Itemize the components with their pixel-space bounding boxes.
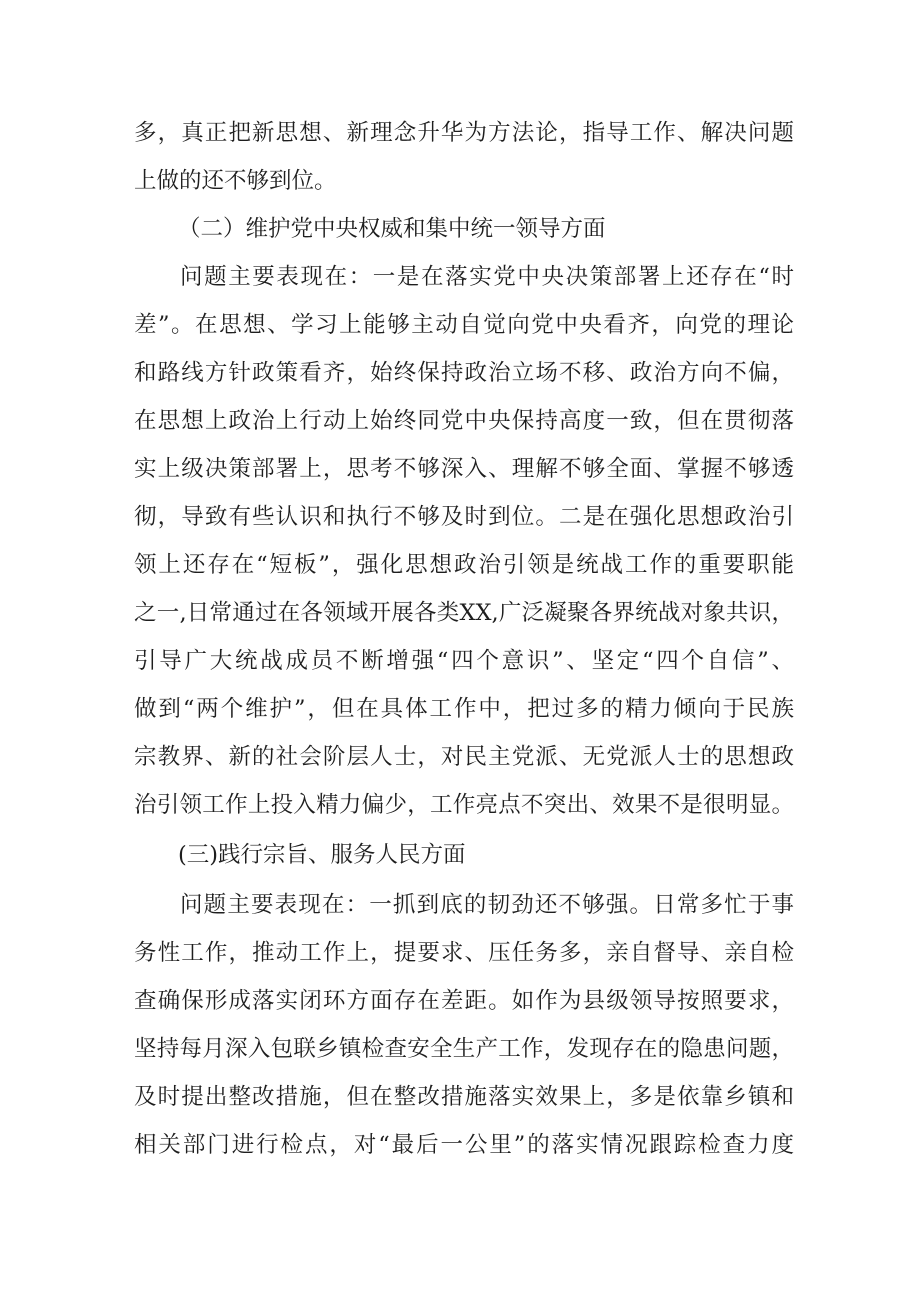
body-text-line: 宗教界、新的社会阶层人士，对民主党派、无党派人士的思想政: [134, 744, 794, 770]
body-text-line: 上做的还不够到位。: [134, 168, 337, 194]
body-text-line: 坚持每月深入包联乡镇检查安全生产工作，发现存在的隐患问题，: [134, 1036, 794, 1062]
body-text-line: 在思想上政治上行动上始终同党中央保持高度一致，但在贯彻落: [134, 408, 794, 434]
body-text-line: 之一,日常通过在各领域开展各类XX,广泛凝聚各界统战对象共识，: [134, 600, 794, 626]
body-text-line: 做到“两个维护”，但在具体工作中，把过多的精力倾向于民族: [134, 696, 794, 722]
body-text-line: 及时提出整改措施，但在整改措施落实效果上，多是依靠乡镇和: [134, 1084, 794, 1110]
body-text-line: 问题主要表现在：一抓到底的韧劲还不够强。日常多忙于事: [180, 892, 794, 918]
body-text-line: 相关部门进行检点，对“最后一公里”的落实情况跟踪检查力度: [134, 1132, 794, 1158]
body-text-line: 和路线方针政策看齐，始终保持政治立场不移、政治方向不偏，: [134, 360, 794, 386]
body-text-line: 实上级决策部署上，思考不够深入、理解不够全面、掌握不够透: [134, 456, 794, 482]
body-text-line: 差”。在思想、学习上能够主动自觉向党中央看齐，向党的理论: [134, 312, 794, 338]
body-text-line: 治引领工作上投入精力偏少，工作亮点不突出、效果不是很明显。: [134, 792, 794, 818]
section-heading: （二）维护党中央权威和集中统一领导方面: [178, 216, 606, 242]
body-text-line: 彻，导致有些认识和执行不够及时到位。二是在强化思想政治引: [134, 504, 794, 530]
body-text-line: 领上还存在“短板”，强化思想政治引领是统战工作的重要职能: [134, 552, 794, 578]
body-text-line: 查确保形成落实闭环方面存在差距。如作为县级领导按照要求，: [134, 988, 794, 1014]
body-text-line: 务性工作，推动工作上，提要求、压任务多，亲自督导、亲自检: [134, 940, 794, 966]
body-text-line: 多，真正把新思想、新理念升华为方法论，指导工作、解决问题: [134, 120, 794, 146]
body-text-line: 引导广大统战成员不断增强“四个意识”、坚定“四个自信”、: [134, 648, 794, 674]
body-text-line: 问题主要表现在：一是在落实党中央决策部署上还存在“时: [180, 264, 794, 290]
section-heading: (三)践行宗旨、服务人民方面: [178, 842, 466, 868]
